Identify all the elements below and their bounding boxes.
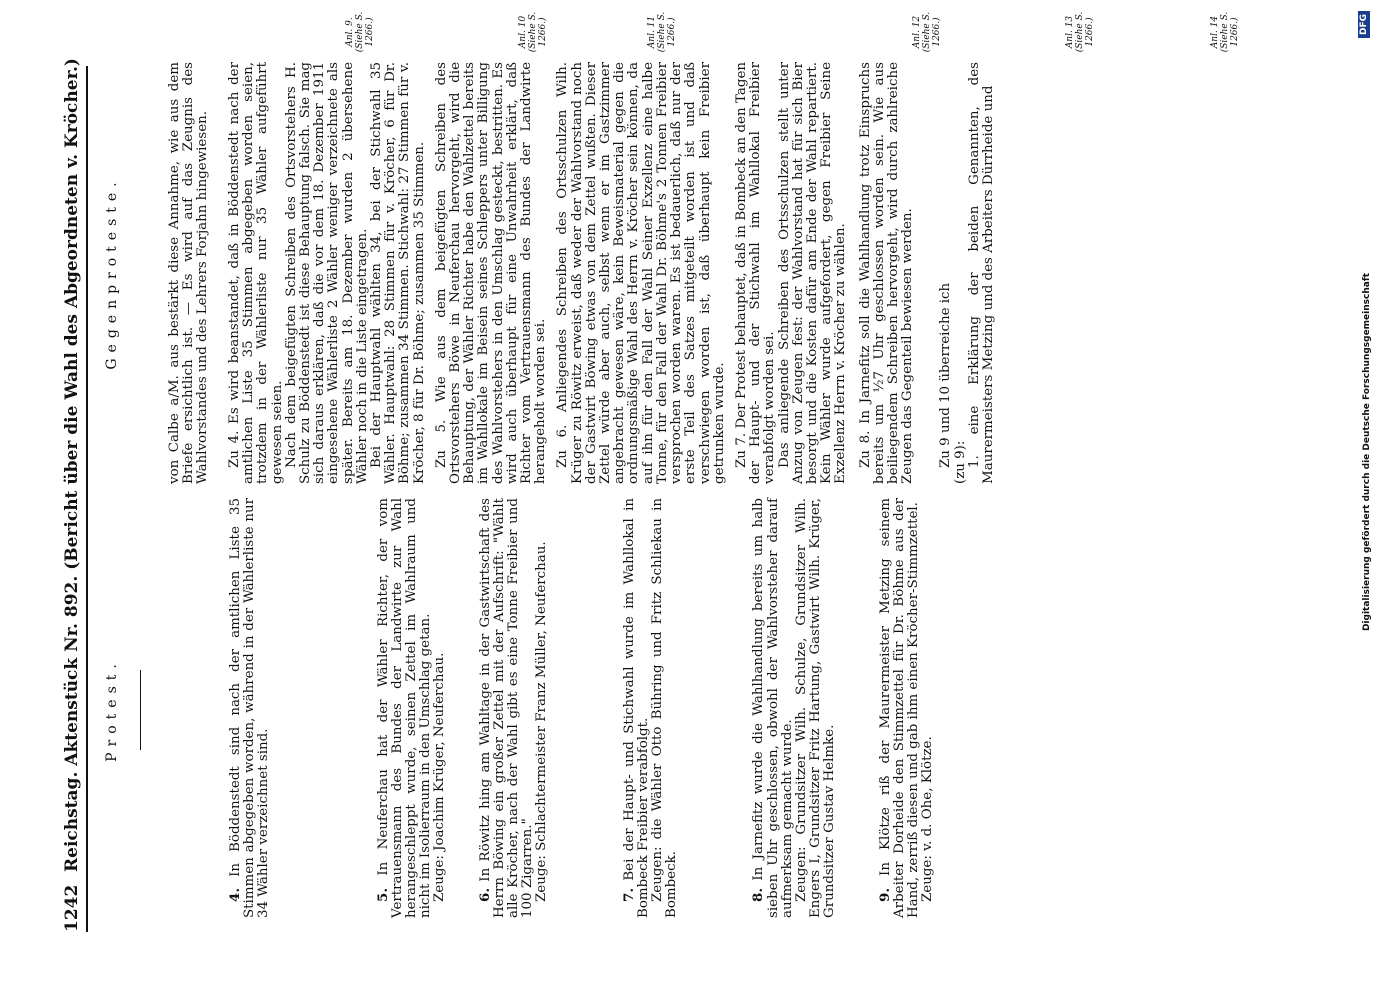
annex-note-10: Anl. 10 (Siehe S. 1266.) [518, 11, 548, 53]
protest-7: Bei der Haupt- und Stichwahl wurde im Wahllokal in Bombeck Freibier verabfolgt. [621, 498, 651, 918]
item-number: 9. [876, 888, 893, 902]
counter-6: Zu 6. Anliegendes Schreiben des Ortsschulzen Wilh. Krüger zu Röwitz erweist, daß weder der Wahlvorstand noch der Gastwirt Böwing etwas von dem Zettel wußten. Dieser Zettel würde aber auch, selbst wenn er im Gastzimmer angebracht gewesen wäre, kein Beweismaterial gegen die ordnungsmäßige Wahl des Herrn v. Kröcher sein können, da auf ihn für den Fall der Wahl Seiner Exzellenz eine halbe Tonne, für den Fall der Wahl Dr. Böhme's 2 Tonnen Freibier versprochen worden waren. Es ist bedauerlich, daß nur der erste Teil des Satzes mitgeteilt worden ist und daß verschwiegen worden ist, daß überhaupt kein Freibier getrunken wurde. [555, 62, 727, 484]
counter-9b: (zu 9): [952, 440, 968, 484]
item-number: 7. [620, 888, 637, 902]
intro-text: von Calbe a/M. aus bestärkt diese Annahme, wie aus dem Briefe ersichtlich ist. — Es wird auf das Zeugnis des Wahlvorstandes und des Lehrers Forjahn hingewiesen. [167, 62, 211, 484]
protest-heading: Protest. [104, 658, 120, 762]
witness-8: Zeugen: Grundsitzer Wilh. Schulze, Grundsitzer Wilh. Engers I, Grundsitzer Fritz Hartung, Gastwirt Wilh. Krüger, Grundsitzer Gustav Helmke. [794, 498, 838, 918]
annex-note-9: Anl. 9. (Siehe S. 1266.) [345, 11, 375, 53]
counter-4a: Zu 4. Es wird beanstandet, daß in Böddenstedt nach der amtlichen Liste 35 Stimmen abgegeben worden seien, trotzdem in der Wählerliste nur 35 Wähler aufgeführt gewesen seien. [227, 62, 285, 484]
witness-9: Zeuge: v. d. Ohe, Klötze. [920, 736, 936, 902]
digitization-credit: Digitalisierung gefördert durch die Deutsche Forschungsgemeinschaft [1362, 272, 1372, 632]
counter-4b: Nach dem beigefügten Schreiben des Ortsvorstehers H. Schulz zu Böddenstedt ist diese Behauptung falsch. Sie mag sich daraus erklären, daß die vor dem 18. Dezember 1911 eingesehene Wählerliste 2 Wähler weniger verzeichnete als später. Bereits am 18. Dezember wurden 2 übersehene Wähler noch in die Liste eingetragen. [283, 62, 370, 484]
counter-column [168, 62, 211, 484]
protest-5: In Neuferchau hat der Wähler Richter, der vom Vertrauensmann des Bundes der Landwirte zur Wahl herangeschleppt wurde, seinen Zettel im Wahlraum und nicht im Isolierraum in den Umschlag getan. [375, 497, 434, 918]
counter-4c: Bei der Hauptwahl wählten 34, bei der Stichwahl 35 Wähler. Hauptwahl: 28 Stimmen für v. Kröcher, 6 für Dr. Böhme; zusammen 34 Stimmen. Stichwahl: 27 Stimmen für v. Kröcher, 8 für Dr. Böhme; zusammen 35 Stimmen. [369, 62, 427, 484]
protest-9: In Klötze riß der Maurermeister Metzing seinem Arbeiter Dorheide den Stimmzettel für Dr. Böhme aus der Hand, zerriß diesen und gab ihm einen Kröcher-Stimmzettel. [877, 497, 922, 918]
counter-7b: Das anliegende Schreiben des Ortsschulzen stellt unter Anzug von Zeugen fest: der Wahlvorstand hat für sich Bier besorgt und die Kosten dafür am Ende der Wahl repartiert. Kein Wähler wurde aufgefordert, gegen Freibier Seine Exzellenz Herrn v. Kröcher zu wählen. [776, 62, 849, 484]
header-rule [86, 66, 88, 932]
dfg-logo: DFG [1358, 11, 1370, 38]
counter-7a: Zu 7. Der Protest behauptet, daß in Bombeck an den Tagen der Haupt- und der Stichwahl im Wahllokal Freibier verabfolgt worden sei. [733, 62, 778, 484]
protest-divider [140, 670, 141, 750]
item-number: 6. [476, 888, 493, 902]
annex-note-13: Anl. 13 (Siehe S. 1266.) [1065, 11, 1095, 53]
page-number: 1242 [62, 884, 82, 932]
page-title: Reichstag. Aktenstück Nr. 892. (Bericht über die Wahl des Abgeordneten v. Kröcher.) [62, 58, 82, 872]
item-number: 8. [750, 888, 767, 902]
annex-note-12: Anl. 12 (Siehe S. 1266.) [912, 11, 942, 53]
counter-heading: Gegenproteste. [104, 176, 120, 370]
item-number: 4. [227, 888, 243, 902]
item-number: 5. [374, 888, 391, 902]
witness-6: Zeuge: Schlachtermeister Franz Müller, Neuferchau. [534, 541, 550, 902]
counter-9c: 1. eine Erklärung der beiden Genannten, des Maurermeisters Metzing und des Arbeiters Dürrheide und [966, 62, 996, 484]
protest-column [228, 498, 935, 918]
witness-5: Zeuge: Joachim Krüger, Neuferchau. [432, 652, 448, 902]
annex-note-14: Anl. 14 (Siehe S. 1266.) [1210, 11, 1240, 53]
page-header [62, 52, 84, 932]
protest-4: In Böddenstedt sind nach der amtlichen Liste 35 Stimmen abgegeben worden, während in der Wählerliste nur 34 Wähler verzeichnet sind. [228, 498, 272, 918]
counter-5: Zu 5. Wie aus dem beigefügten Schreiben des Ortsvorstehers Böwe in Neuferchau hervorgeht, wird die Behauptung, der Wähler Richter habe den Wahlzettel bereits im Wahllokale im Beisein seines Schleppers unter Billigung des Wahlvorstehers in den Umschlag gesteckt, bestritten. Es wird auch überhaupt für eine Unwahrheit erklärt, daß Richter vom Vertrauensmann des Bundes der Landwirte herangeholt worden sei. [433, 62, 549, 484]
counter-body [228, 62, 996, 484]
counter-9a: Zu 9 und 10 überreiche ich [938, 282, 954, 468]
witness-7: Zeugen: die Wähler Otto Bühring und Fritz Schliekau in Bombeck. [650, 498, 680, 918]
protest-8: In Jarnefitz wurde die Wahlhandlung bereits um halb sieben Uhr geschlossen, obwohl der Wahlvorsteher darauf aufmerksam gemacht wurde. [751, 498, 795, 918]
protest-6: In Röwitz hing am Wahltage in der Gastwirtschaft des Herrn Böwing ein großer Zettel mit der Aufschrift: "Wählt alle Kröcher, nach der Wahl gibt es eine Tonne Freibier und 100 Zigarren." [477, 497, 536, 918]
annex-note-11: Anl. 11 (Siehe S. 1266.) [647, 11, 677, 53]
counter-8: Zu 8. In Jarnefitz soll die Wahlhandlung trotz Einspruchs bereits um ½7 Uhr geschlossen worden sein. Wie aus beiliegendem Schreiben hervorgeht, wird durch zahlreiche Zeugen das Gegenteil bewiesen werden. [857, 62, 916, 484]
